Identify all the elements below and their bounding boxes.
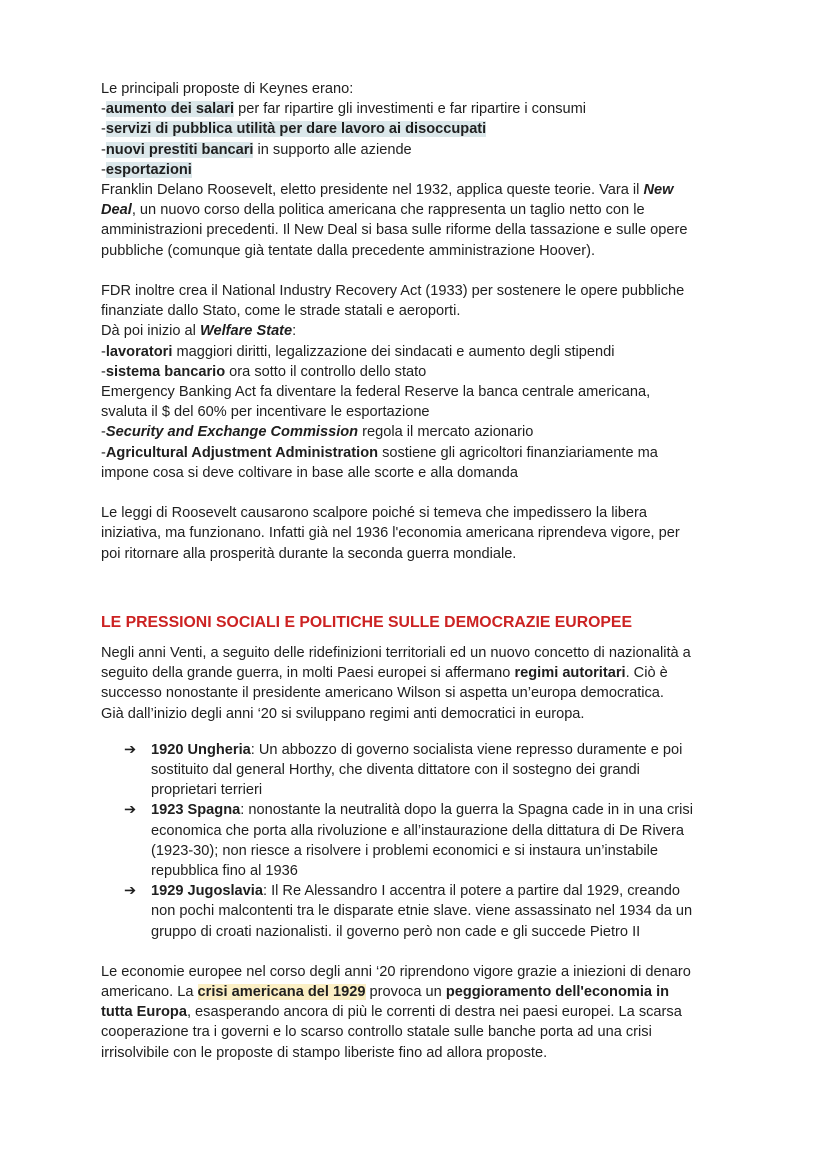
dash: - bbox=[101, 161, 106, 178]
text: per far ripartire gli investimenti e far ripartire i consumi bbox=[234, 101, 587, 118]
proposal-item bbox=[101, 119, 768, 139]
list-item bbox=[124, 740, 768, 801]
highlighted-term: esportazioni bbox=[105, 161, 192, 178]
paragraph-line: Emergency Banking Act fa diventare la federal Reserve la banca centrale americana, bbox=[101, 384, 651, 401]
emphasis: Deal bbox=[101, 202, 132, 219]
paragraph-line: pubbliche (comunque già tentate dalla precedente amministrazione Hoover). bbox=[101, 242, 596, 259]
text: , un nuovo corso della politica americana che rappresenta un taglio netto con le bbox=[131, 202, 645, 219]
text: : bbox=[292, 323, 297, 340]
paragraph-line: cooperazione tra i governi e lo scarso controllo statale sulle banche porta ad una crisi bbox=[101, 1024, 652, 1041]
list-item bbox=[124, 881, 768, 942]
text: maggiori diritti, legalizzazione dei sindacati e aumento degli stipendi bbox=[172, 343, 615, 360]
blank-line bbox=[101, 483, 768, 503]
text: Franklin Delano Roosevelt, eletto presidente nel 1932, applica queste teorie. Vara il bbox=[101, 182, 644, 199]
text: : Il Re Alessandro I accentra il potere a partire dal 1929, creando bbox=[262, 883, 680, 900]
paragraph-line: Le economie europee nel corso degli anni ‘20 riprendono vigore grazie a iniezioni di denaro bbox=[101, 963, 691, 980]
list-line bbox=[151, 800, 768, 820]
text: : nonostante la neutralità dopo la guerra la Spagna cade in in una crisi bbox=[240, 802, 693, 819]
bold-term: 1923 Spagna bbox=[151, 802, 241, 819]
paragraph-line bbox=[101, 443, 768, 463]
paragraph-line: Le leggi di Roosevelt causarono scalpore poiché si temeva che impedissero la libera bbox=[101, 505, 647, 522]
dash: - bbox=[101, 101, 106, 118]
arrow-bullet-icon: ➔ bbox=[124, 802, 137, 819]
arrow-bullet-icon: ➔ bbox=[124, 883, 137, 900]
paragraph-line: Negli anni Venti, a seguito delle ridefinizioni territoriali ed un nuovo concetto di nazionalità a bbox=[101, 645, 691, 662]
regimes-list bbox=[101, 740, 768, 942]
text: Dà poi inizio al bbox=[101, 323, 200, 340]
paragraph-line: successo nonostante il presidente americano Wilson si aspetta un’europa democratica. bbox=[101, 685, 664, 702]
blank-line bbox=[101, 564, 768, 584]
paragraph-line bbox=[101, 362, 768, 382]
text: seguito della grande guerra, in molti Paesi europei si affermano bbox=[101, 665, 515, 682]
paragraph-line: FDR inoltre crea il National Industry Recovery Act (1933) per sostenere le opere pubbliche bbox=[101, 283, 685, 300]
paragraph-line bbox=[101, 321, 768, 341]
bold-term: 1929 Jugoslavia bbox=[151, 883, 263, 900]
economies-paragraph bbox=[101, 962, 768, 1063]
bold-term: lavoratori bbox=[105, 343, 173, 360]
dash: - bbox=[101, 141, 106, 158]
venti-paragraph bbox=[101, 643, 768, 724]
paragraph-line bbox=[101, 422, 768, 442]
list-item bbox=[124, 800, 768, 881]
dash: - bbox=[101, 121, 106, 138]
emphasis: New bbox=[643, 182, 674, 199]
paragraph-line bbox=[101, 1002, 768, 1022]
dash: - bbox=[101, 444, 106, 461]
paragraph-line: Le principali proposte di Keynes erano: bbox=[101, 81, 354, 97]
paragraph-line: poi ritornare alla prosperità durante la seconda guerra mondiale. bbox=[101, 545, 517, 562]
paragraph-line bbox=[101, 342, 768, 362]
laws-paragraph bbox=[101, 503, 768, 564]
dash: - bbox=[101, 424, 106, 441]
list-line: economica che porta alla rivoluzione e all’instaurazione della dittatura di De Rivera bbox=[151, 822, 684, 839]
dash: - bbox=[101, 363, 106, 380]
paragraph-line: Già dall’inizio degli anni ‘20 si sviluppano regimi anti democratici in europa. bbox=[101, 705, 585, 722]
keynes-proposals bbox=[101, 79, 768, 180]
bold-term: tutta Europa bbox=[101, 1004, 187, 1021]
highlighted-term: crisi americana del 1929 bbox=[197, 984, 366, 1001]
text: americano. La bbox=[101, 984, 198, 1001]
new-deal-paragraph bbox=[101, 180, 768, 261]
bold-term: regimi autoritari bbox=[514, 665, 626, 682]
list-line bbox=[151, 881, 768, 901]
list-line: gruppo di croati nazionalisti. il governo però non cade e gli succede Pietro II bbox=[151, 923, 641, 940]
list-line: non pochi malcontenti tra le disparate etnie slave. viene assassinato nel 1934 da un bbox=[151, 903, 693, 920]
proposal-item bbox=[101, 99, 768, 119]
fdr-paragraph bbox=[101, 281, 768, 483]
highlighted-term: aumento dei salari bbox=[105, 101, 235, 118]
paragraph-line: amministrazioni precedenti. Il New Deal si basa sulle riforme della tassazione e sulle opere bbox=[101, 222, 688, 239]
list-line: (1923-30); non riesce a risolvere i problemi economici e si instaura un’instabile bbox=[151, 842, 658, 859]
paragraph-line: svaluta il $ del 60% per incentivare le esportazione bbox=[101, 404, 430, 421]
emphasis: Security and Exchange Commission bbox=[105, 424, 359, 441]
arrow-bullet-icon: ➔ bbox=[124, 741, 137, 758]
proposal-item bbox=[101, 160, 768, 180]
paragraph-line: iniziativa, ma funzionano. Infatti già nel 1936 l'economia americana riprendeva vigore, per bbox=[101, 525, 680, 542]
highlighted-term: servizi di pubblica utilità per dare lavoro ai disoccupati bbox=[105, 121, 487, 138]
text: : Un abbozzo di governo socialista viene represso duramente e poi bbox=[250, 741, 683, 758]
section-heading: LE PRESSIONI SOCIALI E POLITICHE SULLE DEMOCRAZIE EUROPEE bbox=[101, 614, 633, 632]
paragraph-line bbox=[101, 663, 768, 683]
bold-term: 1920 Ungheria bbox=[151, 741, 251, 758]
text: sostiene gli agricoltori finanziariamente ma bbox=[378, 444, 658, 461]
text: provoca un bbox=[365, 984, 446, 1001]
emphasis: Welfare State bbox=[199, 323, 293, 340]
paragraph-line bbox=[101, 982, 768, 1002]
text: ora sotto il controllo dello stato bbox=[225, 363, 427, 380]
list-line: proprietari terrieri bbox=[151, 782, 263, 799]
dash: - bbox=[101, 343, 106, 360]
paragraph-line bbox=[101, 180, 768, 200]
paragraph-line: irrisolvibile con le proposte di stampo liberiste fino ad allora proposte. bbox=[101, 1044, 548, 1061]
blank-line bbox=[101, 261, 768, 281]
bold-term: peggioramento dell'economia in bbox=[445, 984, 670, 1001]
text: in supporto alle aziende bbox=[253, 141, 412, 158]
bold-term: sistema bancario bbox=[105, 363, 226, 380]
proposal-item bbox=[101, 140, 768, 160]
list-line bbox=[151, 740, 768, 760]
paragraph-line: impone cosa si deve coltivare in base alle scorte e alla domanda bbox=[101, 464, 518, 481]
text: regola il mercato azionario bbox=[358, 424, 534, 441]
paragraph-line bbox=[101, 200, 768, 220]
highlighted-term: nuovi prestiti bancari bbox=[105, 141, 254, 158]
list-line: sostituito dal general Horthy, che diventa dittatore con il sostegno dei grandi bbox=[151, 762, 640, 779]
text: . Ciò è bbox=[625, 665, 668, 682]
bold-term: Agricultural Adjustment Administration bbox=[105, 444, 379, 461]
paragraph-line: finanziate dallo Stato, come le strade statali e aeroporti. bbox=[101, 303, 461, 320]
text: , esasperando ancora di più le correnti di destra nei paesi europei. La scarsa bbox=[186, 1004, 682, 1021]
list-line: repubblica fino al 1936 bbox=[151, 863, 298, 880]
